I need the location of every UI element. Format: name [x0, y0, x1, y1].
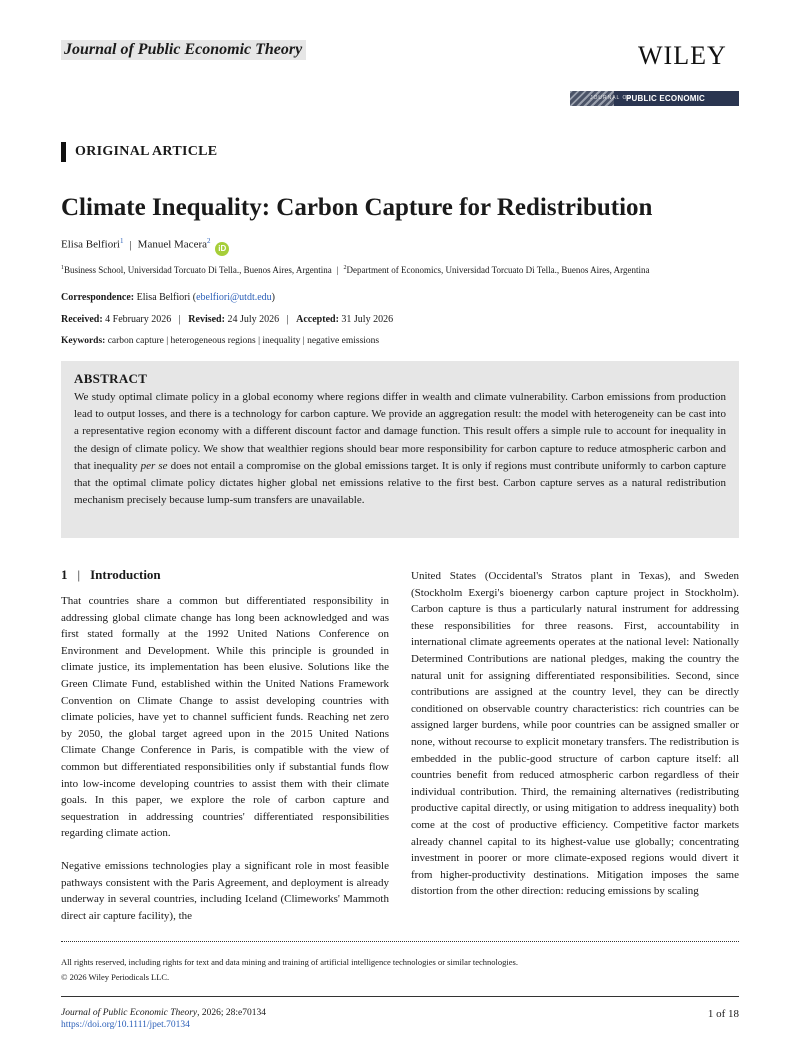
received-date: 4 February 2026: [105, 314, 172, 325]
abstract-text: [74, 389, 726, 509]
keywords-label: Keywords:: [61, 336, 106, 346]
journal-name-tag: Journal of Public Economic Theory: [61, 40, 306, 60]
abstract-emphasis: per se: [140, 459, 168, 472]
banner-small-text: JOURNAL OF: [590, 95, 632, 101]
keyword-separator: |: [302, 336, 305, 346]
dates-separator: |: [178, 314, 181, 325]
section-number: 1: [61, 567, 68, 582]
section-title: Introduction: [90, 567, 161, 582]
publisher-logo: WILEY: [638, 41, 727, 70]
keyword: carbon capture: [107, 336, 164, 346]
footer-citation: [61, 1007, 266, 1019]
left-column: [61, 593, 389, 924]
footer-rule: [61, 996, 739, 997]
revised-label: Revised:: [188, 314, 225, 325]
doi-link[interactable]: https://doi.org/10.1111/jpet.70134: [61, 1020, 190, 1030]
abstract-box: [61, 361, 739, 538]
author-name: Elisa Belfiori: [61, 238, 120, 251]
correspondence-line: Correspondence: Elisa Belfiori (ebelfiori@utdt.edu): [61, 292, 276, 303]
orcid-icon[interactable]: iD: [215, 242, 229, 256]
received-label: Received:: [61, 314, 103, 325]
affil-separator: |: [336, 265, 339, 275]
section-heading: [61, 566, 161, 584]
keyword-separator: |: [258, 336, 261, 346]
author-separator: |: [129, 238, 132, 251]
affil-text: Business School, Universidad Torcuato Di Tella., Buenos Aires, Argentina: [64, 265, 332, 275]
affil-text: Department of Economics, Universidad Torcuato Di Tella., Buenos Aires, Argentina: [346, 265, 650, 275]
body-paragraph: United States (Occidental's Stratos plant in Texas), and Sweden (Stockholm Exergi's bioenergy carbon capture project in Stockholm). Carbon capture is thus a particularly natural instrument for addressing these responsibilities for three reasons. First, accountability in international climate agreements operates at the national level: Nationally Determined Contributions are national pledges, making the country the natural unit for assigning differentiated responsibilities. Second, since contributions are assigned at the country level, they can be directly conditioned on observable country characteristics: rich countries can be assigned larger burdens, while poor countries can be assigned smaller or none, without recourse to explicit monetary transfers. The redistribution is embedded in the public-good structure of carbon capture itself: all countries benefit from reduced atmospheric carbon regardless of their individual contribution. Third, the remaining alternatives (redistributing productive capital directly, or using mitigation to address inequality) both come at the cost of productive efficiency. Competitive factor markets already channel capital to its highest-value use globally; concentrating investment in poorer or more climate-exposed regions would divert it from higher-productivity destinations. Mitigation imposes the same distortion from the other direction: reducing emissions by scaling: [411, 570, 739, 898]
abstract-heading: ABSTRACT: [74, 371, 148, 386]
section-separator: |: [77, 567, 81, 582]
affil-number: 2: [343, 265, 347, 271]
keyword: heterogeneous regions: [170, 336, 256, 346]
affil-number: 1: [61, 265, 64, 271]
keyword: negative emissions: [307, 336, 380, 346]
keywords-line: [61, 334, 379, 348]
journal-banner: [570, 91, 739, 114]
abstract-part-1: We study optimal climate policy in a global economy where regions differ in wealth and climate vulnerability. Carbon emissions from production lead to output losses, and there is a technology for carbon capture. We provide an aggregation result: the model with heterogeneity can be cast into a representative region economy with a different discount factor and damage function. This result offers a simple rule to account for inequality in the design of climate policy. We show that wealthier regions should bear more responsibility for carbon capture to reduce atmospheric carbon and that inequality: [74, 391, 726, 472]
copyright-note: © 2026 Wiley Periodicals LLC.: [61, 972, 170, 982]
abstract-part-2: does not entail a compromise on the global emissions target. It is only if regions must contribute uniformly to carbon capture that the optimal climate policy dictates higher global net emissions relative to the first best. Carbon capture serves as a natural redistribution mechanism precisely because lump-sum transfers are unavailable.: [74, 459, 727, 507]
author-name: Manuel Macera: [137, 238, 207, 251]
footer-journal-name: Journal of Public Economic Theory: [61, 1008, 198, 1018]
dates-separator: |: [286, 314, 289, 325]
author-affil-ref[interactable]: 2: [207, 237, 211, 245]
keyword: inequality: [262, 336, 301, 346]
rights-note: All rights reserved, including rights for text and data mining and training of artificial intelligence technologies or similar technologies.: [61, 957, 518, 967]
footnote-divider: [61, 941, 739, 942]
correspondence-name: Elisa Belfiori: [136, 292, 191, 303]
dates-line: [61, 313, 393, 327]
footer-volume: , 2026; 28:e70134: [197, 1008, 267, 1018]
affiliations: [61, 261, 649, 277]
correspondence-label: Correspondence:: [61, 292, 135, 303]
accepted-label: Accepted:: [296, 314, 339, 325]
right-column: [411, 568, 739, 900]
banner-big-text: PUBLIC ECONOMIC THEORY: [626, 94, 705, 114]
author-list: [61, 233, 229, 256]
page-number: 1 of 18: [707, 1008, 739, 1020]
article-type-label: ORIGINAL ARTICLE: [61, 142, 217, 162]
accepted-date: 31 July 2026: [341, 314, 394, 325]
body-paragraph: Negative emissions technologies play a significant role in most feasible pathways consistent with the Paris Agreement, and deployment is already underway in several countries, including Iceland (Climeworks' Mammoth direct air capture facility), the: [61, 859, 389, 922]
correspondence-email-link[interactable]: ebelfiori@utdt.edu: [196, 292, 272, 303]
keyword-separator: |: [166, 336, 169, 346]
revised-date: 24 July 2026: [227, 314, 280, 325]
author-affil-ref[interactable]: 1: [119, 237, 124, 245]
body-paragraph: That countries share a common but differentiated responsibility in addressing global climate change has long been acknowledged and was first stated formally at the 1992 United Nations Conference on Environment and Development. While this principle is grounded in climate justice, its implementation has been elusive. Solutions like the Green Climate Fund, established within the United Nations Framework Convention on Climate Change to assist developing countries with climate policies, have yet to channel sufficient funds. Reaching net zero by 2050, the global target agreed upon in the 2015 United Nations Climate Change Conference in Paris, is compatible with the view of common but differentiated responsibilities only if substantial funds flow into low-income developing countries to assist them with their climate goals. In this paper, we explore the role of carbon capture and sequestration in addressing countries' differentiated responsibilities regarding climate action.: [61, 595, 389, 840]
article-title: Climate Inequality: Carbon Capture for Redistribution: [61, 194, 653, 221]
